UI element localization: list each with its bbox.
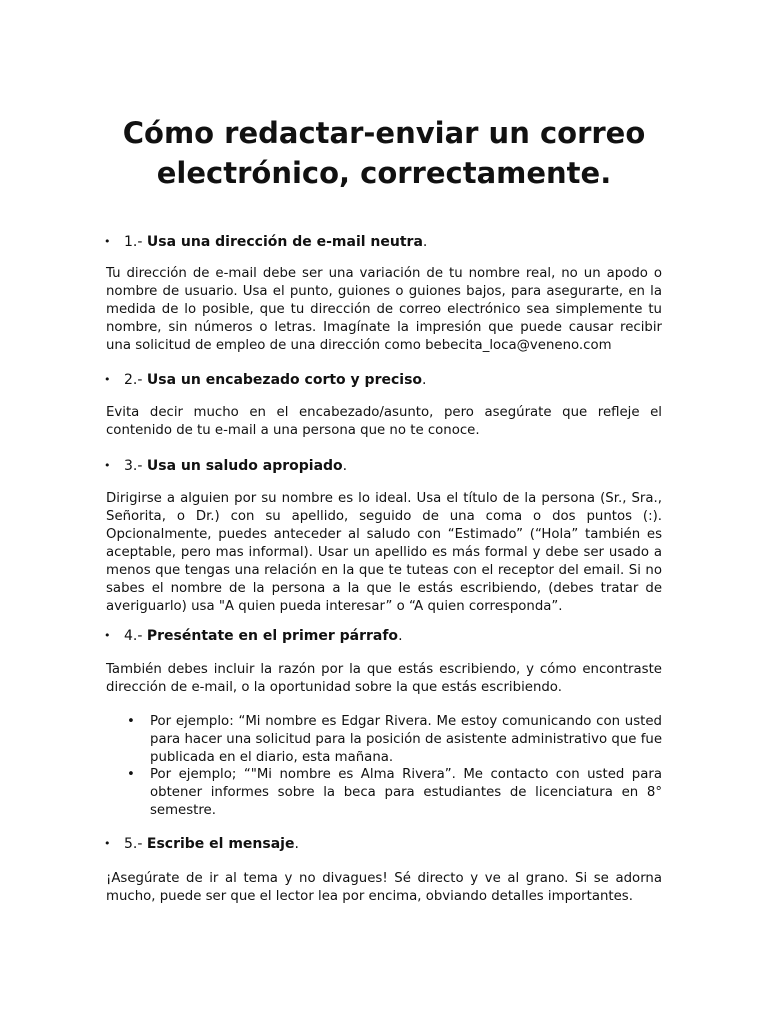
example-item-2: [127, 766, 662, 820]
section-heading-text: Usa una dirección de e-mail neutra: [146, 234, 423, 250]
section-body-5: ¡Asegúrate de ir al tema y no divagues! Sé directo y ve al grano. Si se adorna mucho, puede ser que el lector lea por encima, obviando detalles importantes.: [106, 871, 662, 904]
section-body-2: Evita decir mucho en el encabezado/asunto, pero asegúrate que refleje el contenido de tu e-mail a una persona que no te conoce.: [106, 405, 662, 438]
section-body-3: Dirigirse a alguien por su nombre es lo ideal. Usa el título de la persona (Sr., Sra., Señorita, o Dr.) con su apellido, seguido de una coma o dos puntos (:). Opcionalmente, puedes anteceder al saludo con “Estimado” (“Hola” también es aceptable, pero mas informal). Usar un apellido es más formal y debe ser usado a menos que tengas una relación en la que te tuteas con el receptor del email. Si no sabes el nombre de la persona a la que le estás escribiendo, (debes tratar de averiguarlo) usa "A quien pueda interesar” o “A quien corresponda”.: [106, 491, 662, 614]
section-number: 5.-: [124, 836, 143, 852]
section-heading-text: Usa un encabezado corto y preciso: [146, 372, 423, 388]
section-number: 1.-: [124, 234, 143, 250]
bullet-icon: •: [104, 459, 111, 472]
section-heading-text: Preséntate en el primer párrafo: [146, 628, 399, 644]
example-text: Por ejemplo; “"Mi nombre es Alma Rivera”. Me contacto con usted para obtener informes sobre la beca para estudiantes de licenciatura en 8° semestre.: [150, 767, 662, 818]
bullet-icon: •: [104, 373, 111, 386]
bullet-icon: •: [127, 714, 135, 729]
document-title: Cómo redactar-enviar un correo electrónico, correctamente.: [122, 116, 646, 190]
section-body-1: Tu dirección de e-mail debe ser una variación de tu nombre real, no un apodo o nombre de usuario. Usa el punto, guiones o guiones bajos, para asegurarte, en la medida de lo posible, que tu dirección de correo electrónico sea simplemente tu nombre, sin números o letras. Imagínate la impresión que puede causar recibir una solicitud de empleo de una dirección como bebecita_loca@veneno.com: [106, 266, 662, 353]
example-text: Por ejemplo: “Mi nombre es Edgar Rivera. Me estoy comunicando con usted para hacer una solicitud para la posición de asistente administrativo que fue publicada en el diario, esta mañana.: [150, 714, 662, 765]
bullet-icon: •: [104, 629, 111, 642]
section-heading-suffix: .: [422, 372, 427, 388]
section-heading-text: Usa un saludo apropiado: [146, 458, 343, 474]
section-number: 2.-: [124, 372, 143, 388]
section-heading-4: [106, 627, 662, 645]
section-heading-suffix: .: [398, 628, 403, 644]
example-item-1: [127, 713, 662, 767]
section-heading-2: [106, 371, 662, 389]
section-heading-text: Escribe el mensaje: [146, 836, 295, 852]
section-body-4: También debes incluir la razón por la que estás escribiendo, y cómo encontraste dirección de e-mail, o la oportunidad sobre la que estás escribiendo.: [106, 662, 662, 695]
bullet-icon: •: [104, 837, 111, 850]
section-number: 3.-: [124, 458, 143, 474]
section-heading-3: [106, 457, 662, 475]
section-heading-suffix: .: [342, 458, 348, 474]
section-number: 4.-: [124, 628, 143, 644]
bullet-icon: •: [127, 767, 135, 782]
bullet-icon: •: [104, 235, 111, 248]
section-heading-suffix: .: [294, 836, 299, 852]
section-heading-1: [106, 233, 662, 251]
section-heading-suffix: .: [422, 234, 428, 250]
section-heading-5: [106, 835, 662, 853]
